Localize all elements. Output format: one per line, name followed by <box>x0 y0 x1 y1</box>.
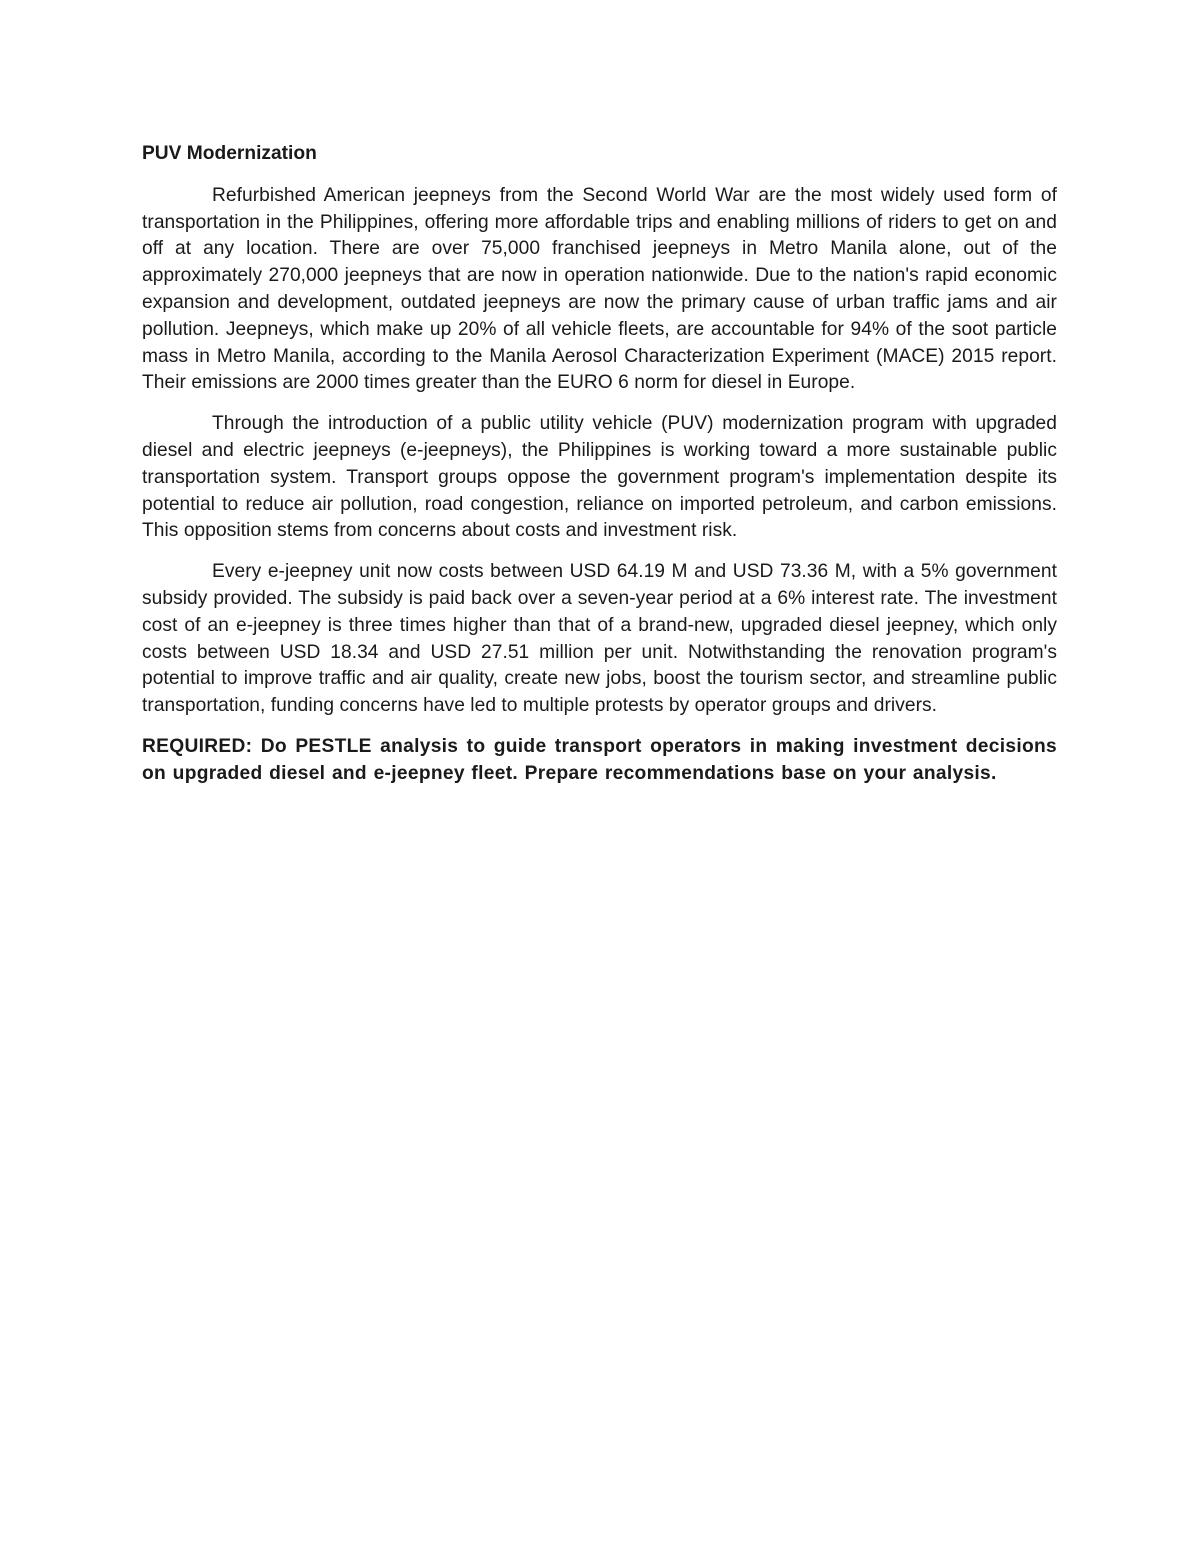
paragraph-modernization-program: Through the introduction of a public utility vehicle (PUV) modernization program with upgraded diesel and electric jeepneys (e-jeepneys), the Philippines is working toward a more sustainable public transportation system. Transport groups oppose the government program's implementation despite its potential to reduce air pollution, road congestion, reliance on imported petroleum, and carbon emissions. This opposition stems from concerns about costs and investment risk. <box>142 413 1057 542</box>
paragraph-costs: Every e-jeepney unit now costs between USD 64.19 M and USD 73.36 M, with a 5% government subsidy provided. The subsidy is paid back over a seven-year period at a 6% interest rate. The investment cost of an e-jeepney is three times higher than that of a brand-new, upgraded diesel jeepney, which only costs between USD 18.34 and USD 27.51 million per unit. Notwithstanding the renovation program's potential to improve traffic and air quality, create new jobs, boost the tourism sector, and streamline public transportation, funding concerns have led to multiple protests by operator groups and drivers. <box>142 561 1057 717</box>
document-body <box>142 141 1057 788</box>
paragraph-jeepney-background: Refurbished American jeepneys from the Second World War are the most widely used form of transportation in the Philippines, offering more affordable trips and enabling millions of riders to get on and off at any location. There are over 75,000 franchised jeepneys in Metro Manila alone, out of the approximately 270,000 jeepneys that are now in operation nationwide. Due to the nation's rapid economic expansion and development, outdated jeepneys are now the primary cause of urban traffic jams and air pollution. Jeepneys, which make up 20% of all vehicle fleets, are accountable for 94% of the soot particle mass in Metro Manila, according to the Manila Aerosol Characterization Experiment (MACE) 2015 report. Their emissions are 2000 times greater than the EURO 6 norm for diesel in Europe. <box>142 184 1057 394</box>
required-instruction: REQUIRED: Do PESTLE analysis to guide transport operators in making investment decisions on upgraded diesel and e-jeepney fleet. Prepare recommendations base on your analysis. <box>142 735 1057 784</box>
document-title: PUV Modernization <box>142 143 317 164</box>
